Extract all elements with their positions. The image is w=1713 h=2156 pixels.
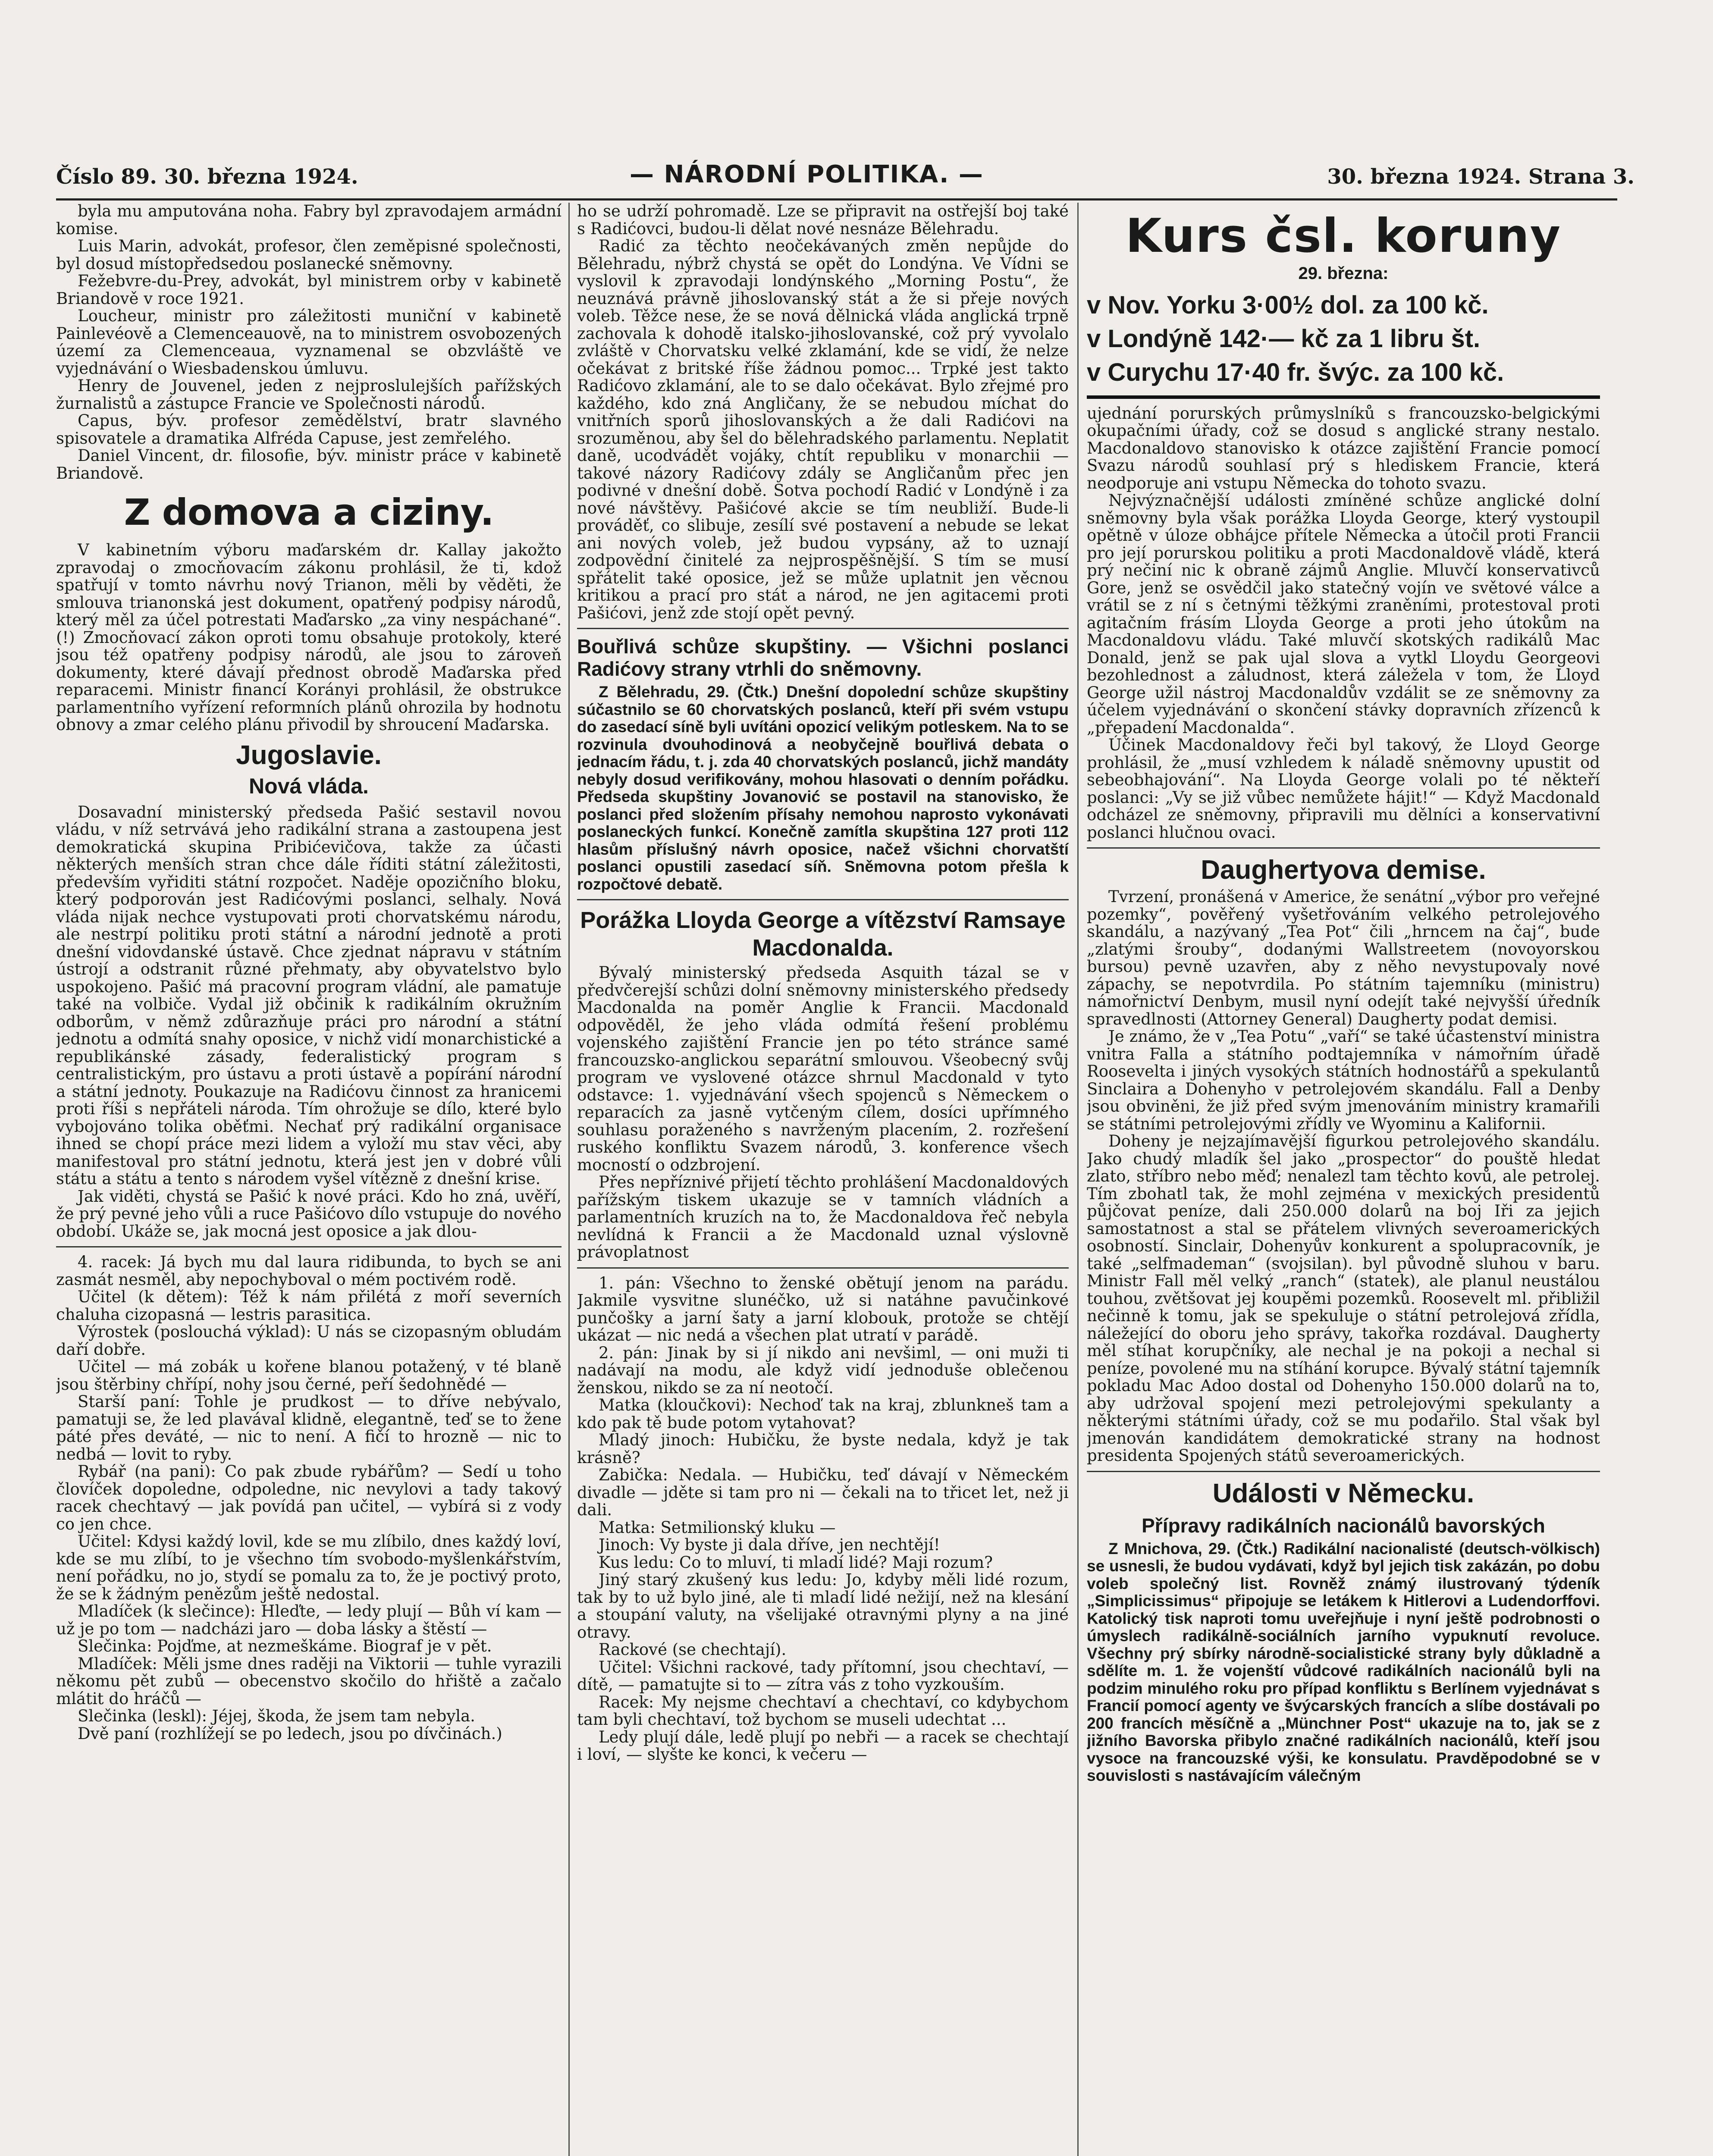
headline-nemecko: Události v Německu. bbox=[1212, 1478, 1475, 1508]
text-paragraph: Matka: Setmilionský kluku — bbox=[599, 1518, 836, 1537]
text-paragraph: Loucheur, ministr pro záležitosti muniční v kabinetě Painlevéově a Clemenceauově, na to ministrem osvobozených území za Clemenceaua, vyznamenal se obzvláště ve vyjednávání o Wiesbadenskou úmluvu. bbox=[56, 307, 562, 378]
feuilleton-rule bbox=[56, 1246, 562, 1247]
text-paragraph: Jiný starý zkušený kus ledu: Jo, kdyby měli lidé rozum, tak by to už bylo jiné, ale ti mladí lidé nežijí, než na klesání a stoupání valuty, na všelijaké otravnými plyny a na jiné otravy. bbox=[577, 1570, 1069, 1642]
feuilleton-dialog-2 bbox=[577, 1275, 1069, 1764]
feuilleton-rule bbox=[577, 1267, 1069, 1269]
text-paragraph: Fežebvre-du-Prey, advokát, byl ministrem orby v kabinetě Briandově v roce 1921. bbox=[56, 272, 562, 308]
divider bbox=[577, 899, 1069, 900]
article-jugoslavie-end: Jak viděti, chystá se Pašić k nové práci. Kdo ho zná, uvěří, že prý pevné jeho vůli a ruce Pašićovo dílo vstupuje do nového období. Ukáže se, jak mocná jest oposice a jak dlou- bbox=[56, 1187, 562, 1241]
text-paragraph: Jinoch: Vy byste ji dala dříve, jen nechtějí! bbox=[599, 1536, 940, 1554]
article-radic: Radić za těchto neočekávaných změn nepůjde do Bělehradu, nýbrž chystá se opět do Londýna. Ve Vídni se vyslovil k zpravodaji londýnského „Morning Postu“, že neuznává právně jihoslovanský stát a že si přeje nových voleb. Těžce nese, že se nová dělnická vláda anglická trpně zachovala k dohodě italsko-jihoslovanské, což prý vyvolalo zvláště v Chorvatsku velké zklamání, kde se vidí, že nelze očekávat z britské říše žádnou pomoc... Trpké jest takto Radićovo zklamání, ale to se dalo očekávat. Bylo zřejmé pro každého, kdo zná Angličany, že se nebudou míchat do vnitřních sporů jihoslovanských a že dali Radićovi na srozuměnou, aby šel do bělehradského parlamentu. Neplatit daně, ucodvádět vojáky, chtít republiku v monarchii — takové názory Radićovy zdály se Angličanům přec jen podivné v dnešní době. Sotva pochodí Radić v Londýně i za nové návštěvy. Pašićové akcie se tím neubliží. Bude-li prováděť, co slibuje, zesílí své postavení a nebude se lekat ani nových voleb, jež budou vypsány, až to uznají zodpovědní činitelé za nejprospěšnější. S tím se musí spřátelit také oposice, jež se může uplatnit jen věcnou kritikou a prací pro stát a národ, ne jen agitacemi proti Pašićovi, jenž zde stojí opět pevný. bbox=[577, 237, 1069, 622]
article-daugherty-3: Doheny je nejzajímavější figurkou petrolejového skandálu. Jako chudý mladík šel jako „prospector“ do pouště hledat zlato, stříbro nebo měď; nenalezl tam těchto kovů, ale petrolej. Tím zbohatl tak, že mohl zejména v mexických presidentů půjčovat peníze, dali 250.000 dolarů na boj Iři za jejich samostatnost a stal se přátelem vlivných severoamerických osobností. Sinclair, Dohenyův konkurent a spolupracovník, je také „selfmademan“ (svojsilan). byl původně sluhou v baru. Ministr Fall měl velký „ranch“ (statek), ale planul neustálou touhou, zvětšovat jej koupěmi pozemků. Roosevelt ml. přibližil nečinně k tomu, jak se spekuluje o státní petrolejová zřídla, náležející do oboru jeho správy, takořka rozdával. Daugherty měl stíhat korupčníky, ale nechal je na pokoji a nechal si peníze, povolené mu na stíhání korupce. Bývalý státní tajemník pokladu Mac Adoo dostal od Dohenyho 150.000 dolarů na to, aby udržoval spojení mezi petrolejovými spekulanty a některými státními úřady, což se mu podařilo. Stal však byl jmenován kandidátem demokratické strany na hodnost presidenta Spojených států severoamerických. bbox=[1087, 1132, 1600, 1465]
exchange-rates bbox=[1087, 288, 1600, 389]
text-paragraph: Učitel: Kdysi každý lovil, kde se mu zlíbilo, dnes každý loví, kde se mu zlíbí, to je všechno tím svobodo-myšlenkářstvím, není pořádku, no jo, stydí se pomalu za to, že je poctivý proto, že se k žádným penězům ještě nedostal. bbox=[56, 1532, 562, 1603]
headline-daugherty: Daughertyova demise. bbox=[1201, 855, 1486, 885]
article-daugherty: Tvrzení, pronášená v Americe, že senátní „výbor pro veřejné pozemky“, pověřený vyšetřováním velkého petrolejového skandálu, a nazývaný „Tea Pot“ čili „hrncem na čaj“, bude „zlatými šrouby“, dodanými Wallstreetem (novoyorskou bursou) pevně uzavřen, aby z něho nevystupovaly nové zápachy, se nepotvrdila. Po státním tajemníku (ministru) námořnictví Denbym, musil nyní odejít také nejvyšší úředník spravedlnosti (Attorney General) Daugherty podat demisi. bbox=[1087, 887, 1600, 1028]
divider bbox=[577, 628, 1069, 629]
text-paragraph: Učitel: Všichni rackové, tady přítomní, jsou chechtaví, — dítě, — pamatujte si to — zítra vás z toho vyzkouším. bbox=[577, 1658, 1069, 1694]
text-paragraph: Zabička: Nedala. — Hubičku, teď dávají v Německém divadle — jděte si tam pro ni — čekali na to třicet let, než ji dali. bbox=[577, 1466, 1069, 1519]
text-paragraph: Slečinka: Pojďme, at nezmeškáme. Biograf je v pět. bbox=[78, 1637, 492, 1655]
text-paragraph: Capus, býv. profesor zemědělství, bratr slavného spisovatele a dramatika Alfréda Capuse, jest zemřelého. bbox=[56, 411, 562, 448]
text-paragraph: Starší paní: Tohle je prudkost — to dříve nebývalo, pamatuji se, že led plavával klidně, elegantně, teď se to žene páté přes deváté, — nic to není. A fičí to hrozně — nic to nedbá — lovit to ryby. bbox=[56, 1392, 562, 1463]
text-paragraph: Henry de Jouvenel, jeden z nejproslulejších pařížských žurnalistů a zástupce Francie ve Společnosti národů. bbox=[56, 376, 562, 413]
article-skupstina: Z Bělehradu, 29. (Čtk.) Dnešní dopolední schůze skupštiny súčastnilo se 60 chorvatských poslanců, kteří při svém vstupu do zasedací síně byli uvítáni opozicí velikým potleskem. Na to se rozvinula dvouhodinová a neobyčejně bouřlivá debata o jednacím řádu, t. j. zda 40 chorvatských poslanců, jichž mandáty nebyly dosud verifikovány, mohou hlasovati o denním pořádku. Předseda skupštiny Jovanović se postavil na stanovisko, že poslanci před složením přísahy nemohou naprosto vykonávati poslaneckých funkcí. Konečně zamítla skupština 127 proti 112 hlasům příslušný návrh oposice, načež všichni chorvatští poslanci opustili zasedací síň. Sněmovna potom přešla k rozpočtové debatě. bbox=[577, 683, 1069, 893]
exchange-rate-line: v Londýně 142·— kč za 1 libru št. bbox=[1087, 324, 1481, 353]
feuilleton-dialog bbox=[56, 1253, 562, 1742]
section-title-domova: Z domova a ciziny. bbox=[124, 491, 494, 533]
text-paragraph: Ledy plují dále, ledě plují po nebři — a racek se chechtají i loví, — slyšte ke konci, k večeru — bbox=[577, 1727, 1069, 1764]
article-hungary: V kabinetním výboru maďarském dr. Kallay jakožto zpravodaj o zmocňovacím zákonu prohlásil, že ti, kdož spatřují v tomto návrhu nový Trianon, měli by věděti, že smlouva trianonská jest dokument, opatřený podpisy národů, který měl za účel potrestati Maďarsko „za viny nespáchané“. (!) Zmocňovací zákon oproti tomu obsahuje protokoly, které jsou též opatřeny podpisy národů, ale jsou to zároveň dokumenty, které dávají přednost obrodě Maďarska před reparacemi. Ministr financí Korányi prohlásil, že obstrukce parlamentního vyřízení reformních plánů ohrozila by hodnotu obnovy a zmar celého plánu přivodil by shroucení Maďarska. bbox=[56, 541, 562, 734]
text-paragraph: Dvě paní (rozhlížejí se po ledech, jsou po dívčinách.) bbox=[78, 1724, 502, 1743]
text-paragraph: Rackové (se chechtají). bbox=[599, 1640, 787, 1659]
kurs-title: Kurs čsl. koruny bbox=[1125, 209, 1562, 263]
text-paragraph: Matka (kloučkovi): Nechoď tak na kraj, zblunkneš tam a kdo pak tě bude potom vytahovat? bbox=[577, 1396, 1069, 1432]
article-lloyd-george-2: Účinek Macdonaldovy řeči byl takový, že Lloyd George prohlásil, že „musí vzhledem k náladě sněmovny upustit od sebeobhajování“. Na Lloyda George volali po té někteří poslanci: „Vy se již vůbec nemůžete hájit!“ — Když Macdonald odcházel ze sněmovny, připravili mu dělníci a konservativní poslanci hlučnou ovaci. bbox=[1087, 736, 1600, 842]
issue-number: Číslo 89. 30. března 1924. bbox=[56, 165, 358, 189]
text-paragraph: 1. pán: Všechno to ženské obětují jenom na parádu. Jakmile vysvitne slunéčko, už si natáhne pavučinkové punčošky a jarní šaty a jarní klobouk, protože se chtějí ukázat — nic nedá a všechen plat utratí v parádě. bbox=[577, 1273, 1069, 1344]
headline-bourliva-schuze: Bouřlivá schůze skupštiny. — Všichni poslanci Radićovy strany vtrhli do sněmovny. bbox=[577, 635, 1069, 680]
text-paragraph: Učitel (k dětem): Též k nám přilétá z moří severních chaluha cizopasná — lestris parasitica. bbox=[56, 1288, 562, 1324]
text-paragraph: Slečinka (leskl): Jéjej, škoda, že jsem tam nebyla. bbox=[78, 1707, 475, 1725]
cabinet-list bbox=[56, 203, 562, 482]
column-1 bbox=[56, 203, 562, 2156]
section-title-jugoslavie: Jugoslavie. bbox=[236, 740, 382, 770]
text-paragraph: Luis Marin, advokát, profesor, člen zeměpisné společnosti, byl dosud místopředsedou poslanecké sněmovny. bbox=[56, 237, 562, 273]
text-paragraph: Daniel Vincent, dr. filosofie, býv. ministr práce v kabinetě Briandově. bbox=[56, 446, 562, 483]
article-macdonald-cont: ujednání porurských průmyslníků s francouzsko-belgickými okupačními úřady, což se dosud s anglické strany nestalo. Macdonaldovo stanovisko k otázce zajištění Francie pomocí Svazu národů souhlasí prý s hlediskem Francie, která neodporuje ani vstupu Německa do tohoto svazu. bbox=[1087, 404, 1600, 492]
divider bbox=[1087, 847, 1600, 849]
text-paragraph: Rybář (na pani): Co pak zbude rybářům? — Sedí u toho človíček dopoledne, odpoledne, nic nevylovi a tady takový racek chechtavý — jak povídá pan učitel, — vybírá si z vody co jen chce. bbox=[56, 1462, 562, 1533]
column-divider-1 bbox=[568, 203, 570, 2156]
text-paragraph: Mladíček: Měli jsme dnes raději na Viktorii — tuhle vyrazili někomu pět zubů — obecenstvo skočilo do hřiště a začalo mlátit do hráčů — bbox=[56, 1654, 562, 1708]
article-mnichov: Z Mnichova, 29. (Čtk.) Radikální nacionalisté (deutsch-völkisch) se usnesli, že budou vydávati, když byl jejich tisk zakázán, po dobu voleb společný list. Rovněž známý ilustrovaný týdeník „Simplicissimus“ připojuje se letákem k Hitlerovi a Ludendorffovi. Katolický tisk naproti tomu uveřejňuje i nyní ještě podrobnosti o úmyslech radikálně-sociálních jarního vypuknutí revoluce. Všechny prý sbírky národně-socialistické strany byly důkladně a sdělíte m. 1. že vojenští vůdcové radikálních nacionálů byli na podzim minulého roku pro případ konfliktu s Berlínem vyjednávat s Francií pomocí agenty ve švýcarských francích a slíbe dostávali po 200 francích měsíčně a „Münchner Post“ ukazuje na to, jak se z jižního Bavorska přibylo značné radikálních nacionálů, kteří jsou vysoce na francouzské výši, ke konsulatu. Pravděpodobné se v souvislosti s nastávajícím válečným bbox=[1087, 1539, 1600, 1784]
article-lloyd-george: Nejvýznačnější události zmíněné schůze anglické dolní sněmovny byla však porážka Lloyda George, který vystoupil opětně v úloze obhájce přítele Německa a útočil proti Francii pro její porurskou politiku a proti Macdonaldově vládě, která prý nečiní nic k obraně zájmů Anglie. Mluvčí konservativců Gore, jenž se osvědčil jako statečný vojín ve světové válce a vrátil se z ní s četnými těžkými zraněními, protestoval proti agitačním frásím Lloyda George a proti jeho útokům na Macdonaldovu vládu. Také mluvčí skotských radikálů Mac Donald, jenž se pak ujal slova a vytkl Lloydu Georgeovi bezohlednost a záludnost, která záležela v tom, že Lloyd George užil nástroj Macdonaldův vzdálit se ze sněmovny za účelem vyjednávání o skončení stávky dopravních zřízenců k „přepadení Macdonalda“. bbox=[1087, 491, 1600, 737]
article-porazka-end: Přes nepříznivé přijetí těchto prohlášení Macdonaldových pařížským tiskem ukazuje se v tamních vládních a parlamentních kruzích na to, že Macdonaldova řeč nebyla nevlídná k Francii a že Macdonald uznal výslovně právoplatnost bbox=[577, 1173, 1069, 1261]
headline-porazka: Porážka Lloyda George a vítězství Ramsaye Macdonalda. bbox=[580, 907, 1066, 961]
article-daugherty-2: Je známo, že v „Tea Potu“ „vaří“ se také účastenství ministra vnitra Falla a státního podtajemníka v námořním úřadě Roosevelta i jiných vysokých státních hodnostářů a spekulantů Sinclaira a Dohenyho v petrolejovém skandálu. Fall a Denby jsou obviněni, že již před svým jmenováním ministry kramařili se státními petrolejovými zřídly ve Wyominu a Kalifornii. bbox=[1087, 1027, 1600, 1133]
text-paragraph: 4. racek: Já bych mu dal laura ridibunda, to bych se ani zasmát nesměl, aby nepochyboval o mém poctivém rodě. bbox=[56, 1253, 562, 1289]
text-paragraph: Učitel — má zobák u kořene blanou potažený, v té blaně jsou štěrbiny chřípí, nohy jsou černé, peří šedohnědé — bbox=[56, 1357, 562, 1394]
masthead-rule bbox=[56, 198, 1617, 201]
masthead bbox=[56, 160, 1635, 195]
page-number: 30. března 1924. Strana 3. bbox=[1327, 165, 1635, 189]
exchange-rate-line: v Curychu 17·40 fr. švýc. za 100 kč. bbox=[1087, 358, 1504, 386]
subtitle-nova-vlada: Nová vláda. bbox=[249, 774, 369, 798]
text-paragraph: Kus ledu: Co to mluví, ti mladí lidé? Maji rozum? bbox=[599, 1553, 993, 1572]
text-paragraph: byla mu amputována noha. Fabry byl zpravodajem armádní komise. bbox=[56, 203, 562, 238]
column-3 bbox=[1087, 203, 1600, 2156]
subtitle-nacionalu: Přípravy radikálních nacionálů bavorských bbox=[1142, 1514, 1545, 1537]
article-porazka: Bývalý ministerský předseda Asquith tázal se v předvčerejší schůzi dolní sněmovny ministerského předsedy Macdonalda na poměr Anglie k Francii. Macdonald odpověděl, že jeho vláda odmítá řešení problému vojenského zajištění Francie jen po této stránce samé francouzsko-anglickou separátní smlouvou. Všeobecný svůj program ve vyslovené otázce shrnul Macdonald v tyto odstavce: 1. vyjednávání všech spojenců s Německem o reparacích za jasně vytčeným cílem, dosíci upřímného souhlasu poraženého s navrženým placením, 2. rozřešení ruského konfliktu Svazem národů, 3. konference všech mocností o odzbrojení. bbox=[577, 963, 1069, 1174]
divider bbox=[1087, 395, 1600, 399]
text-paragraph: Mladý jinoch: Hubičku, že byste nedala, když je tak krásně? bbox=[577, 1431, 1069, 1467]
column-divider-2 bbox=[1077, 203, 1079, 2156]
newspaper-title: — NÁRODNÍ POLITIKA. — bbox=[630, 160, 984, 188]
text-paragraph: 2. pán: Jinak by si jí nikdo ani nevšiml, — oni muži ti nadávají na modu, ale když vidí jednoduše oblečenou ženskou, nikdo se za ní neotočí. bbox=[577, 1343, 1069, 1397]
article-jugoslavie: Dosavadní ministerský předseda Pašić sestavil novou vládu, v níž setrvává jeho radikální strana a zastoupena jest demokratická skupina Pribićevičova, takže za účasti některých menších stran chce dále říditi státní záležitosti, především vyřiditi státní rozpočet. Naděje opozičního bloku, který podporován jest Radićovými poslanci, selhaly. Nová vláda nijak nechce vystupovati proti chorvatskému národu, ale nestrpí politiku proti státní a národní jednotě a proti dnešní vidovdanské ústavě. Chce zjednat nápravu v státním ústrojí a odstranit různé přehmaty, aby obyvatelstvo bylo uspokojeno. Pašić má pracovní program vládní, ale pamatuje také na volbiče. Vydal již občinik k radikálním okružním odborům, v němž zdůrazňuje práci pro národní a státní jednotu a odmítá snahy oposice, v nichž vidí monarchistické a republikánské zásady, federalistický program s centralistickým, pro ústavu a proti ústavě a popírání národní a státní jednoty. Poukazuje na Radićovu činnost za hranicemi proti říši s nepřáteli národa. Tím ohrožuje se dílo, které bylo vybojováno tolika oběťmi. Nechať prý radikální organisace ihned se chopí práce mezi lidem a vyloží mu stav věci, aby manifestoval pro státní jednotu, která jest jen v dobré vůli státu a státu a tento s národem vyšel vítězně z dnešní krise. bbox=[56, 802, 562, 1188]
kurs-date: 29. března: bbox=[1298, 264, 1389, 283]
text-paragraph: Výrostek (poslouchá výklad): U nás se cizopasným obludám daří dobře. bbox=[56, 1322, 562, 1359]
article-radic-lead: ho se udrží pohromadě. Lze se připravit na ostřejší boj také s Radićovci, budou-li dělat nové nesnáze Bělehradu. bbox=[577, 203, 1069, 238]
text-paragraph: Racek: My nejsme chechtaví a chechtaví, co kdybychom tam byli chechtaví, tož bychom se museli udechtat ... bbox=[577, 1692, 1069, 1729]
divider bbox=[1087, 1471, 1600, 1472]
text-paragraph: Mladíček (k slečince): Hleďte, — ledy plují — Bůh ví kam — už je po tom — nadcházi jaro — doba lásky a štěstí — bbox=[56, 1602, 562, 1638]
column-2 bbox=[577, 203, 1069, 2156]
exchange-rate-line: v Nov. Yorku 3·00½ dol. za 100 kč. bbox=[1087, 291, 1489, 319]
